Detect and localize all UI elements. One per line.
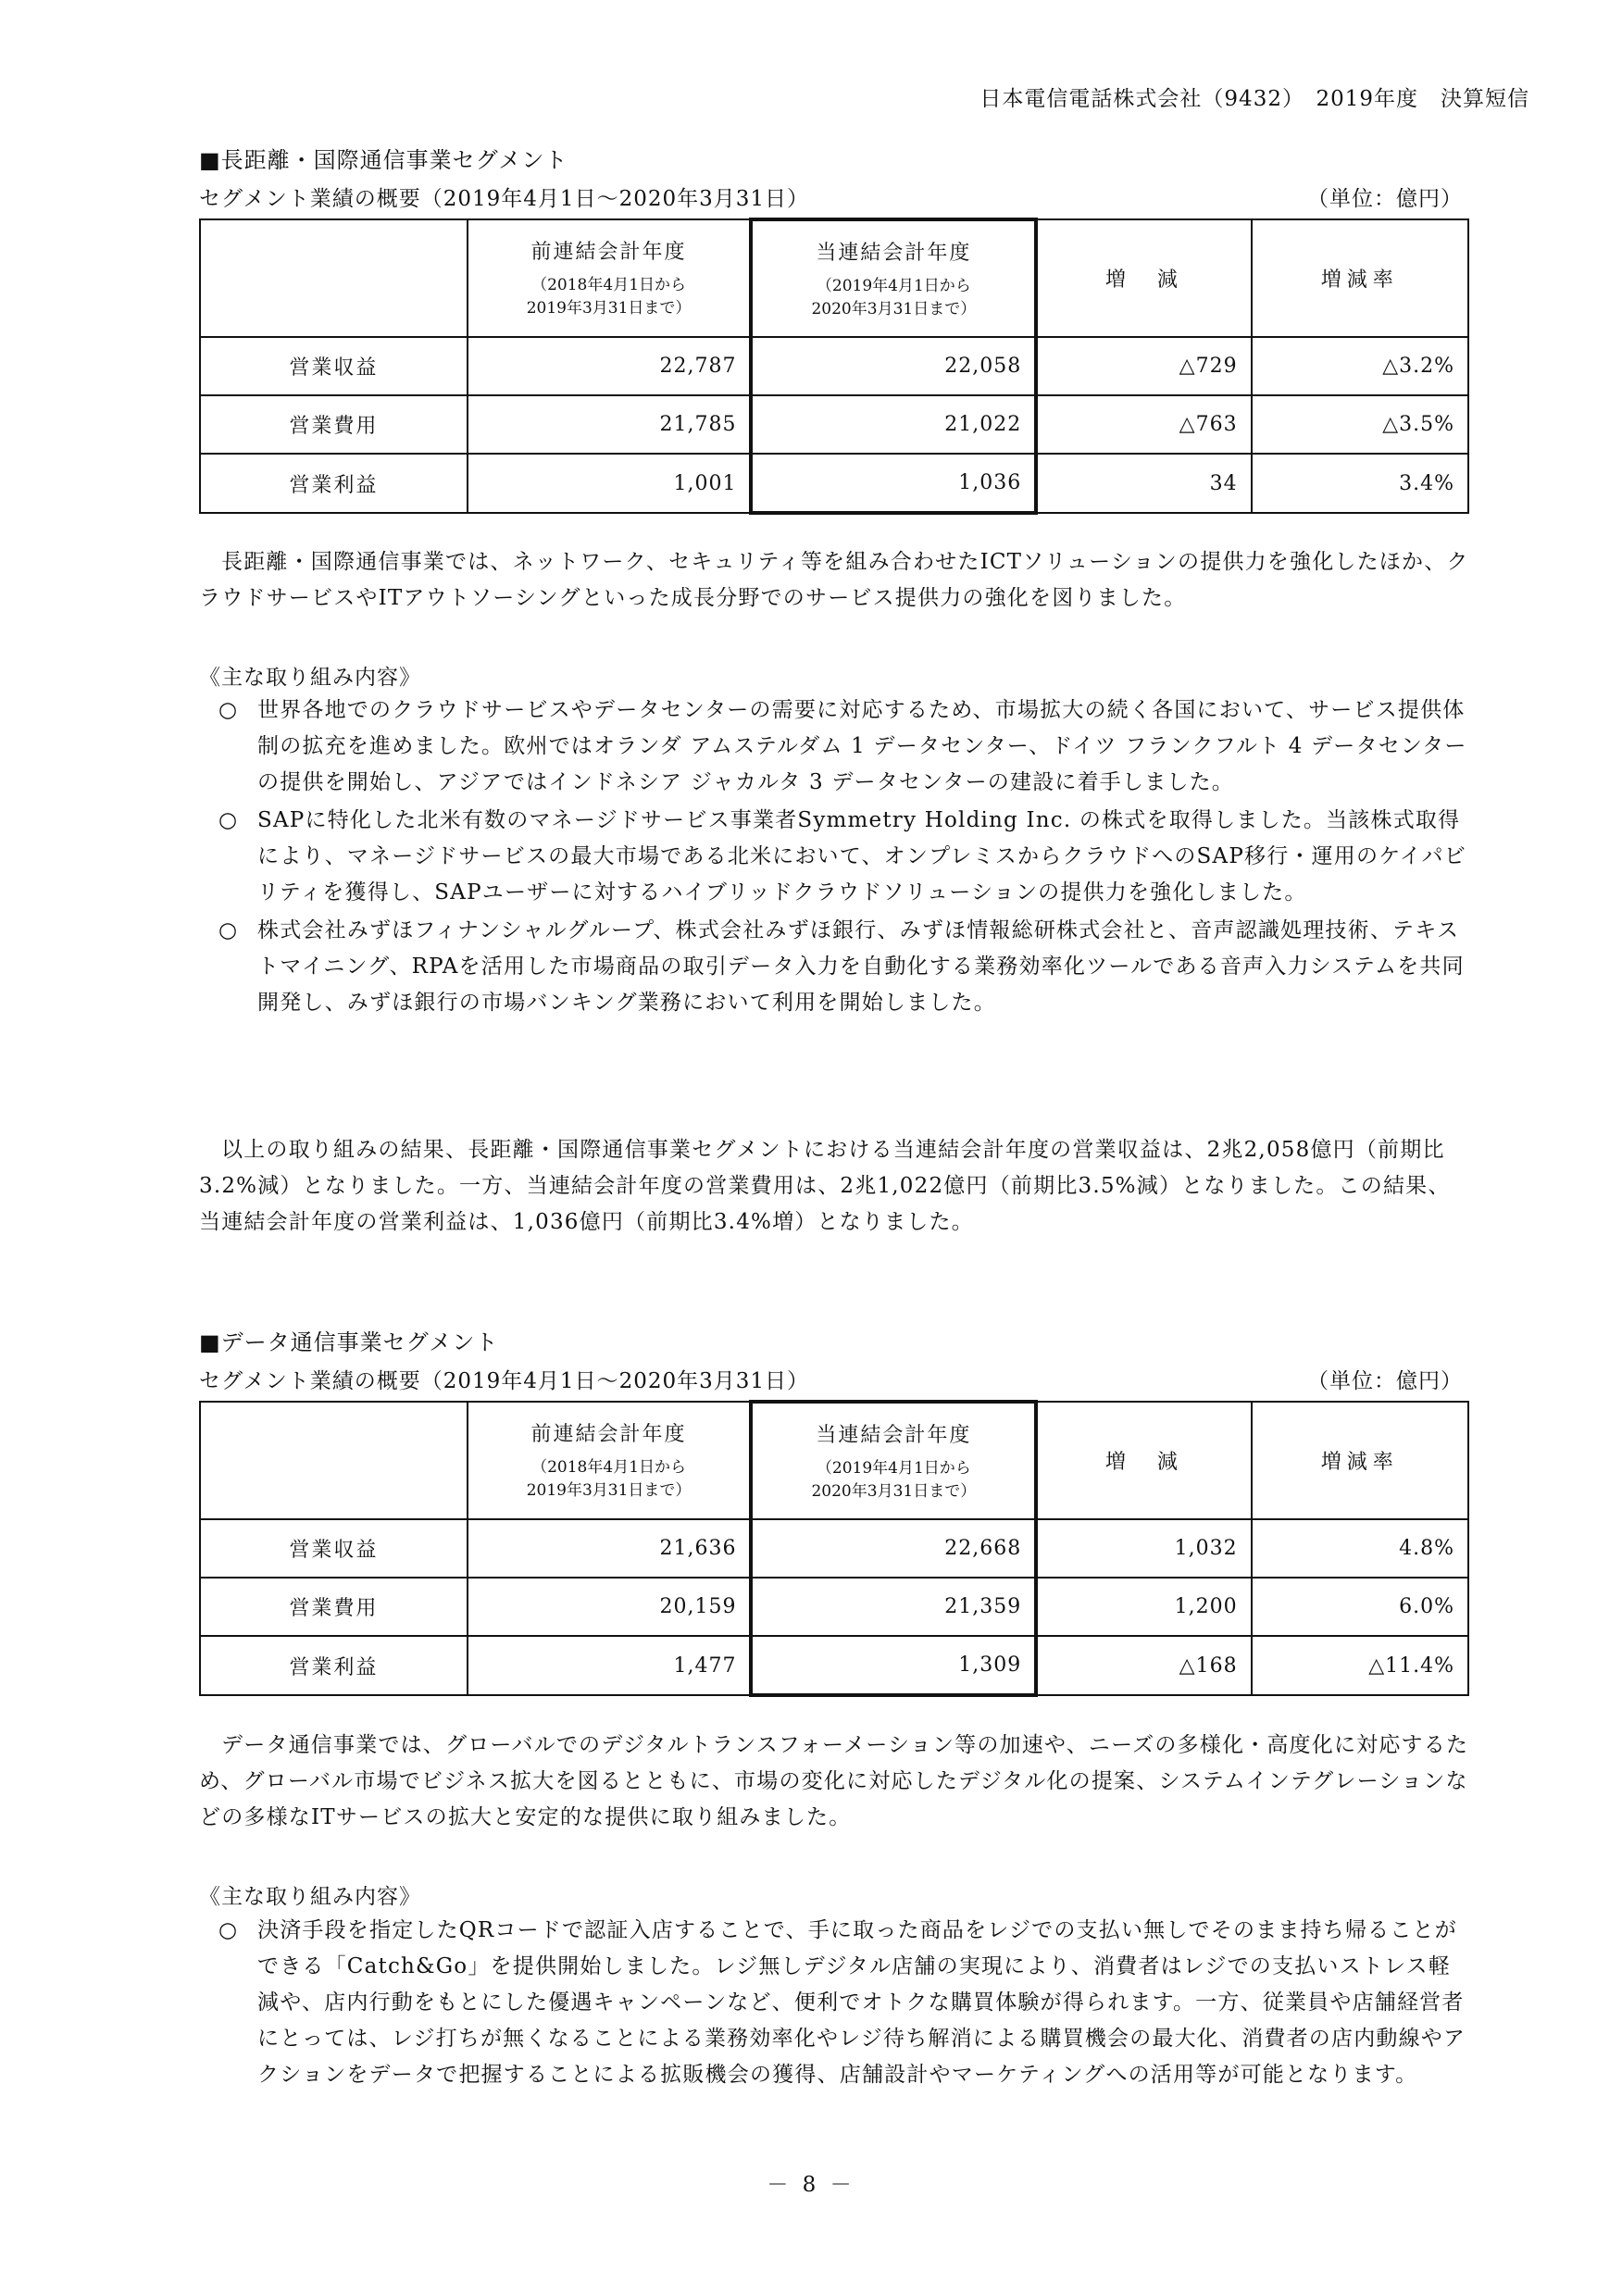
rate-value: 4.8% <box>1252 1519 1468 1578</box>
list-item-text: 株式会社みずほフィナンシャルグループ、株式会社みずほ銀行、みずほ情報総研株式会社と、音声認識処理技術、テキストマイニング、RPAを活用した市場商品の取引データ入力を自動化する業務効率化ツールである音声入力システムを共同開発し、みずほ銀行の市場バンキング業務において利用を開始しました。 <box>257 918 1465 1015</box>
header-prev-sub1: （2018年4月1日から <box>531 276 687 294</box>
current-value: 1,036 <box>751 454 1036 513</box>
table-row <box>200 1578 1468 1636</box>
prev-value: 22,787 <box>468 337 752 395</box>
document-header: 日本電信電話株式会社（9432） 2019年度 決算短信 <box>979 87 1529 111</box>
list-item <box>218 913 1469 1021</box>
section-result-paragraph: 以上の取り組みの結果、長距離・国際通信事業セグメントにおける当連結会計年度の営業収益は、2兆2,058億円（前期比3.2%減）となりました。一方、当連結会計年度の営業費用は、2兆1,022億円（前期比3.5%減）となりました。この結果、当連結会計年度の営業利益は、1,036億円（前期比3.4%増）となりました。 <box>199 1138 1451 1234</box>
header-cur-main: 当連結会計年度 <box>816 1423 972 1447</box>
initiatives-heading: 《主な取り組み内容》 <box>199 1885 421 1909</box>
circle-bullet-icon: ○ <box>218 1918 239 1942</box>
table-row <box>200 1519 1468 1578</box>
rate-value: 6.0% <box>1252 1578 1468 1636</box>
diff-value: △168 <box>1036 1636 1251 1695</box>
diff-value: 1,200 <box>1036 1578 1251 1636</box>
header-diff-label: 増 減 <box>1104 268 1183 292</box>
initiatives-list <box>218 693 1469 1023</box>
overview-title: セグメント業績の概要（2019年4月1日～2020年3月31日） <box>199 187 810 211</box>
header-prev-sub1: （2018年4月1日から <box>531 1458 687 1477</box>
unit-label: （単位：億円） <box>1307 187 1463 211</box>
prev-value: 21,785 <box>468 395 752 454</box>
prev-value: 21,636 <box>468 1519 752 1578</box>
current-value: 1,309 <box>751 1636 1036 1695</box>
current-value: 22,058 <box>751 337 1036 395</box>
circle-bullet-icon: ○ <box>218 918 239 942</box>
diff-value: 34 <box>1036 454 1251 513</box>
header-prev-main: 前連結会計年度 <box>530 1423 687 1446</box>
rate-value: △3.5% <box>1252 395 1468 454</box>
row-label: 営業収益 <box>200 1519 468 1578</box>
diff-value: △729 <box>1036 337 1251 395</box>
row-label: 営業収益 <box>200 337 468 395</box>
diff-value: △763 <box>1036 395 1251 454</box>
header-prev-sub2: 2019年3月31日まで） <box>526 299 692 318</box>
row-label: 営業費用 <box>200 1578 468 1636</box>
header-blank-cell <box>200 1402 468 1519</box>
unit-label: （単位：億円） <box>1307 1369 1463 1393</box>
header-prev-year <box>468 219 752 337</box>
page-number: － 8 － <box>767 2173 855 2197</box>
list-item <box>218 1913 1469 2093</box>
list-item-text: SAPに特化した北米有数のマネージドサービス事業者Symmetry Holding Inc. の株式を取得しました。当該株式取得により、マネージドサービスの最大市場である北米において、オンプレミスからクラウドへのSAP移行・運用のケイパビリティを獲得し、SAPユーザーに対するハイブリッドクラウドソリューションの提供力を強化しました。 <box>257 808 1466 905</box>
rate-value: △3.2% <box>1252 337 1468 395</box>
section-title-data-communications: ■データ通信事業セグメント <box>199 1329 499 1355</box>
initiatives-heading: 《主な取り組み内容》 <box>199 666 421 690</box>
header-cur-sub2: 2020年3月31日まで） <box>811 1481 977 1501</box>
current-value: 22,668 <box>751 1519 1036 1578</box>
header-rate <box>1252 219 1468 337</box>
initiatives-list <box>218 1913 1469 2095</box>
table-row <box>200 337 1468 395</box>
table-row <box>200 454 1468 513</box>
list-item <box>218 693 1469 801</box>
header-blank-cell <box>200 219 468 337</box>
header-cur-sub1: （2019年4月1日から <box>816 1458 971 1478</box>
current-value: 21,022 <box>751 395 1036 454</box>
row-label: 営業利益 <box>200 1636 468 1695</box>
rate-value: 3.4% <box>1252 454 1468 513</box>
prev-value: 1,477 <box>468 1636 752 1695</box>
current-value: 21,359 <box>751 1578 1036 1636</box>
diff-value: 1,032 <box>1036 1519 1251 1578</box>
table-header-row <box>200 219 1468 337</box>
header-cur-sub2: 2020年3月31日まで） <box>811 299 977 318</box>
section-title-long-distance: ■長距離・国際通信事業セグメント <box>199 147 568 173</box>
header-diff-label: 増 減 <box>1104 1451 1183 1474</box>
segment-table-data-communications <box>199 1400 1469 1697</box>
header-rate <box>1252 1402 1468 1519</box>
rate-value: △11.4% <box>1252 1636 1468 1695</box>
row-label: 営業利益 <box>200 454 468 513</box>
header-prev-main: 前連結会計年度 <box>530 241 687 264</box>
row-label: 営業費用 <box>200 395 468 454</box>
prev-value: 20,159 <box>468 1578 752 1636</box>
header-diff <box>1036 219 1251 337</box>
header-prev-year <box>468 1402 752 1519</box>
list-item-text: 世界各地でのクラウドサービスやデータセンターの需要に対応するため、市場拡大の続く各国において、サービス提供体制の拡充を進めました。欧州ではオランダ アムステルダム 1 データセンター、ドイツ フランクフルト 4 データセンターの提供を開始し、アジアではインドネシア ジャカルタ 3 データセンターの建設に着手しました。 <box>257 698 1467 794</box>
circle-bullet-icon: ○ <box>218 808 239 832</box>
table-row <box>200 1636 1468 1695</box>
header-rate-label: 増減率 <box>1320 268 1399 292</box>
header-prev-sub2: 2019年3月31日まで） <box>526 1481 692 1500</box>
header-rate-label: 増減率 <box>1320 1451 1399 1474</box>
list-item-text: 決済手段を指定したQRコードで認証入店することで、手に取った商品をレジでの支払い無しでそのまま持ち帰ることができる「Catch&Go」を提供開始しました。レジ無しデジタル店舗の実現により、消費者はレジでの支払いストレス軽減や、店内行動をもとにした優遇キャンペーンなど、便利でオトクな購買体験が得られます。一方、従業員や店舗経営者にとっては、レジ打ちが無くなることによる業務効率化やレジ待ち解消による購買機会の最大化、消費者の店内動線やアクションをデータで把握することによる拡販機会の獲得、店舗設計やマーケティングへの活用等が可能となります。 <box>257 1918 1466 2087</box>
header-current-year <box>751 219 1036 337</box>
table-header-row <box>200 1402 1468 1519</box>
prev-value: 1,001 <box>468 454 752 513</box>
table-row <box>200 395 1468 454</box>
circle-bullet-icon: ○ <box>218 698 239 722</box>
header-cur-main: 当連結会計年度 <box>816 241 972 265</box>
segment-table-long-distance <box>199 218 1469 515</box>
header-cur-sub1: （2019年4月1日から <box>816 276 971 295</box>
header-diff <box>1036 1402 1251 1519</box>
list-item <box>218 803 1469 911</box>
header-current-year <box>751 1402 1036 1519</box>
section-intro-paragraph: 長距離・国際通信事業では、ネットワーク、セキュリティ等を組み合わせたICTソリューションの提供力を強化したほか、クラウドサービスやITアウトソーシングといった成長分野でのサービス提供力の強化を図りました。 <box>199 550 1469 610</box>
overview-title: セグメント業績の概要（2019年4月1日～2020年3月31日） <box>199 1369 810 1393</box>
section-intro-paragraph: データ通信事業では、グローバルでのデジタルトランスフォーメーション等の加速や、ニーズの多様化・高度化に対応するため、グローバル市場でビジネス拡大を図るとともに、市場の変化に対応したデジタル化の提案、システムインテグレーションなどの多様なITサービスの拡大と安定的な提供に取り組みました。 <box>199 1733 1469 1829</box>
